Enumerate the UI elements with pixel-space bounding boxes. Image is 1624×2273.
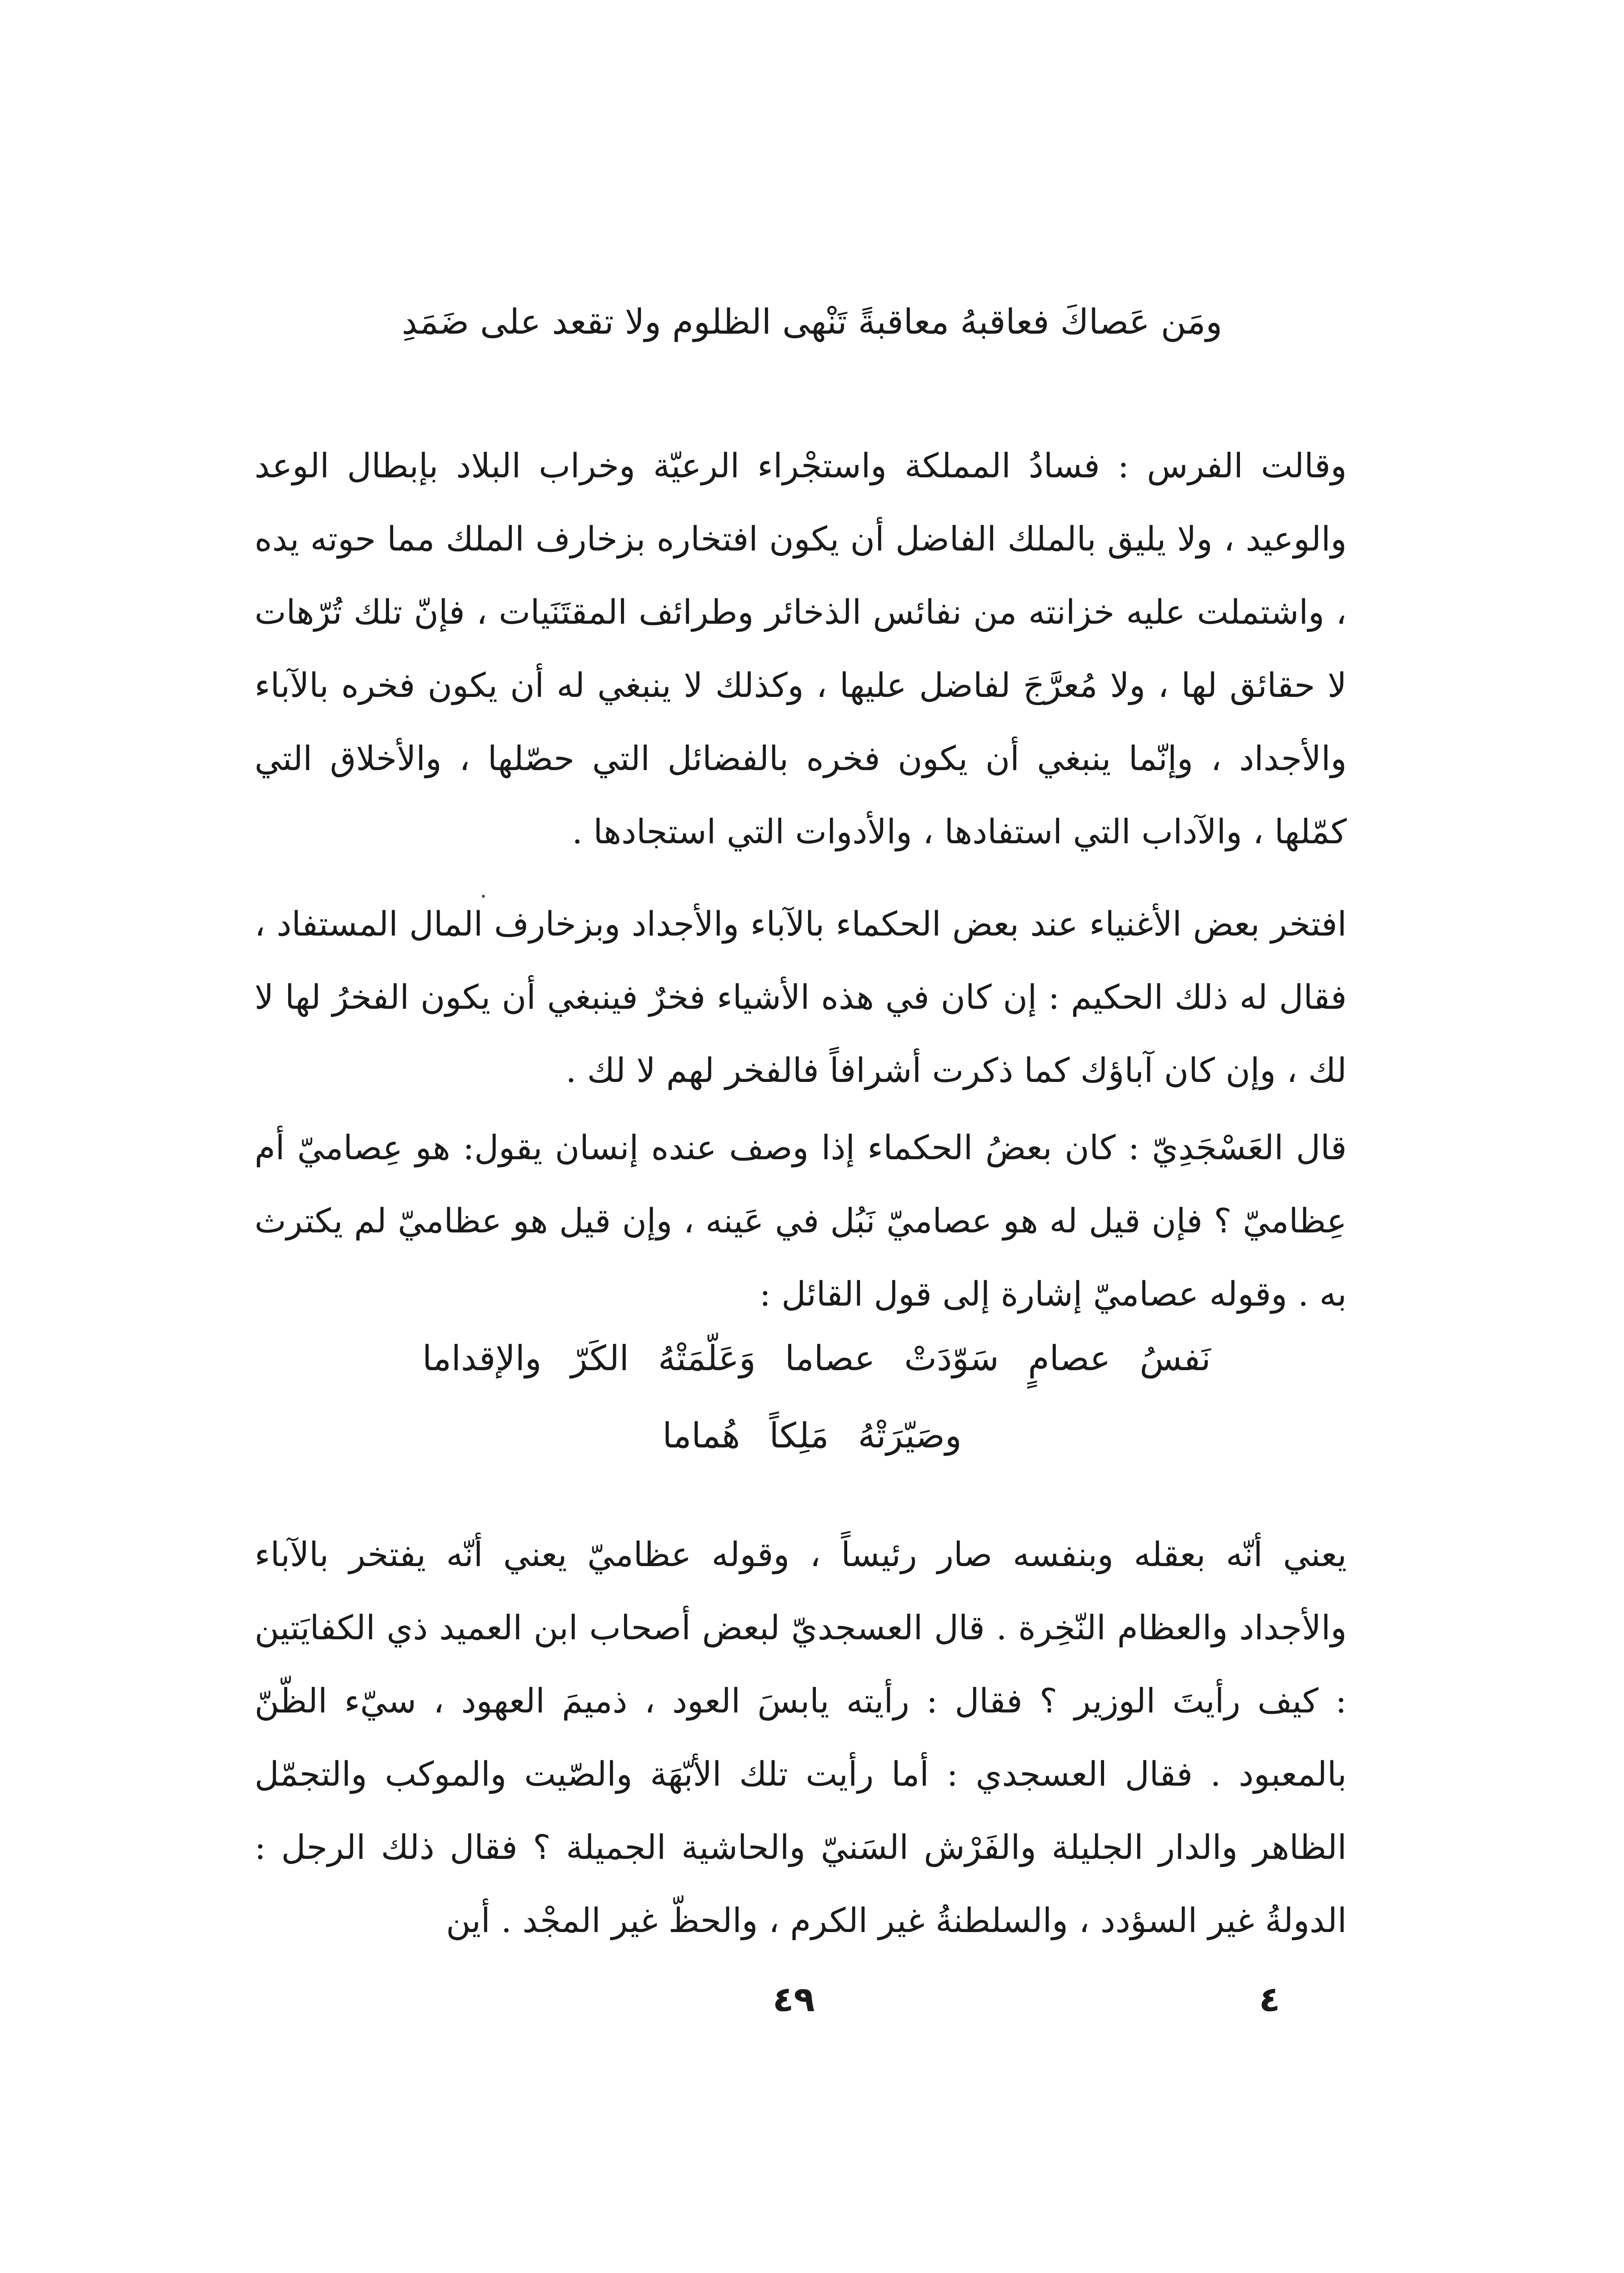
signature-mark: ٤ <box>1259 1979 1280 2019</box>
paragraph-persians: وقالت الفرس : فسادُ المملكة واستجْراء الرعيّة وخراب البلاد بإبطال الوعد والوعيد ، ولا يليق بالملك الفاضل أن يكون افتخاره بزخارف الملك مما حوته يده ، واشتملت عليه خزانته من نفائس الذخائر وطرائف المقتَنَيات ، فإنّ تلك تُرّهات لا حقائق لها ، ولا مُعرَّجَ لفاضل عليها ، وكذلك لا ينبغي له أن يكون فخره بالآباء والأجداد ، وإنّما ينبغي أن يكون فخره بالفضائل التي حصّلها ، والأخلاق التي كمّلها ، والآداب التي استفادها ، والأدوات التي استجادها . <box>255 446 1347 851</box>
paragraph-boasting: افتخر بعض الأغنياء عند بعض الحكماء بالآباء والأجداد وبزخارف المال المستفاد ، فقال له ذلك الحكيم : إن كان في هذه الأشياء فخرٌ فينبغي أن يكون الفخرُ لها لا لك ، وإن كان آباؤك كما ذكرت أشرافاً فالفخر لهم لا لك . <box>255 905 1347 1090</box>
paragraph-meaning: يعني أنّه بعقله وبنفسه صار رئيساً ، وقوله عظاميّ يعني أنّه يفتخر بالآباء والأجداد والعظام النّخِرة . قال العسجديّ لبعض أصحاب ابن العميد ذي الكفايَتين : كيف رأيتَ الوزير ؟ فقال : رأيته يابسَ العود ، ذميمَ العهود ، سيّء الظّنّ بالمعبود . فقال العسجدي : أما رأيت تلك الأبّهَة والصّيت والموكب والتجمّل الظاهر والدار الجليلة والفَرْش السَنيّ والحاشية الجميلة ؟ فقال ذلك الرجل : الدولةُ غير السؤدد ، والسلطنةُ غير الكرم ، والحظّ غير المجْد . أين <box>255 1535 1347 1940</box>
verse-isam-line-2: وصَيّرَتْهُ مَلِكاً هُماما <box>662 1415 962 1456</box>
page-number: ٤٩ <box>773 1979 815 2019</box>
paragraph-asjadi: قال العَسْجَدِيّ : كان بعضُ الحكماء إذا وصف عنده إنسان يقول: هو عِصاميّ أم عِظاميّ ؟ فإن قيل له هو عصاميّ نَبُل في عَينه ، وإن قيل هو عظاميّ لم يكترث به . وقوله عصاميّ إشارة إلى قول القائل : <box>255 1128 1347 1314</box>
verse-isam-line-1: نَفسُ عصامٍ سَوّدَتْ عصاما وَعَلّمَتْهُ الكَرّ والإقداما <box>422 1338 1211 1378</box>
opening-verse: ومَن عَصاكَ فعاقبهُ معاقبةً تَنْهى الظلوم ولا تقعد على ضَمَدِ <box>401 301 1223 342</box>
